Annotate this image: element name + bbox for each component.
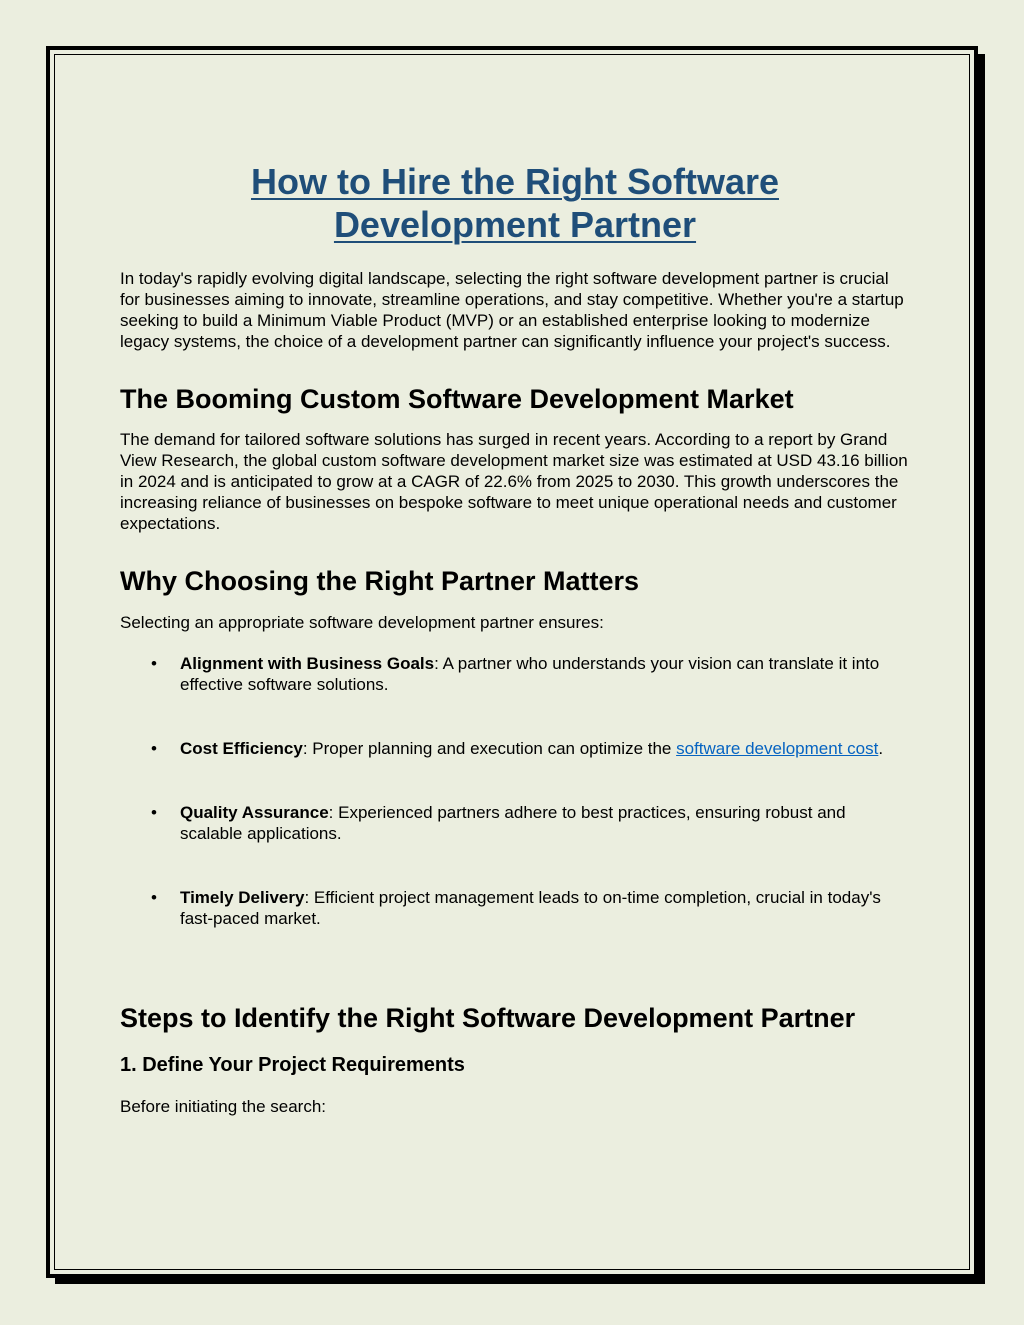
document-title [120, 160, 910, 246]
list-item-term: Timely Delivery [180, 888, 305, 907]
list-item-term: Cost Efficiency [180, 739, 303, 758]
why-heading: Why Choosing the Right Partner Matters [120, 566, 640, 596]
steps-heading: Steps to Identify the Right Software Development Partner [120, 1003, 856, 1033]
document-title-line-2: Development Partner [333, 204, 697, 245]
list-item-text-end: . [878, 739, 884, 758]
list-item-term: Alignment with Business Goals [180, 654, 435, 673]
list-item [120, 738, 910, 759]
list-item-text: : Proper planning and execution can optimize the [302, 739, 677, 758]
list-item [120, 887, 910, 929]
market-paragraph: The demand for tailored software solutions has surged in recent years. According to a report by Grand View Research, the global custom software development market size was estimated at USD 43.16 billion in 2024 and is anticipated to grow at a CAGR of 22.6% from 2025 to 2030. This growth underscores the increasing reliance of businesses on bespoke software to meet unique operational needs and customer expectations. [120, 430, 908, 533]
bullet-icon: • [151, 654, 157, 673]
bullet-icon: • [151, 888, 157, 907]
bullet-icon: • [151, 803, 157, 822]
benefits-list [120, 653, 910, 929]
list-item-text: : Experienced partners adhere to best practices, ensuring robust and scalable applications. [180, 803, 846, 843]
why-lead-paragraph: Selecting an appropriate software development partner ensures: [120, 613, 604, 632]
document-content [120, 160, 910, 1117]
list-item-text: : Efficient project management leads to on-time completion, crucial in today's fast-paced market. [180, 888, 881, 928]
list-item [120, 802, 910, 844]
list-item-text: : A partner who understands your vision can translate it into effective software solutions. [180, 654, 880, 694]
list-item [120, 653, 910, 695]
bullet-icon: • [151, 739, 157, 758]
intro-paragraph: In today's rapidly evolving digital landscape, selecting the right software development partner is crucial for businesses aiming to innovate, streamline operations, and stay competitive. Whether you're a startup seeking to build a Minimum Viable Product (MVP) or an established enterprise looking to modernize legacy systems, the choice of a development partner can significantly influence your project's success. [120, 269, 904, 351]
market-heading: The Booming Custom Software Development Market [120, 384, 794, 414]
step-1-lead-paragraph: Before initiating the search: [120, 1097, 327, 1116]
list-item-term: Quality Assurance [180, 803, 329, 822]
software-development-cost-link[interactable]: software development cost [676, 739, 879, 758]
document-title-line-1: How to Hire the Right Software [250, 161, 779, 202]
step-1-heading: 1. Define Your Project Requirements [120, 1054, 465, 1076]
